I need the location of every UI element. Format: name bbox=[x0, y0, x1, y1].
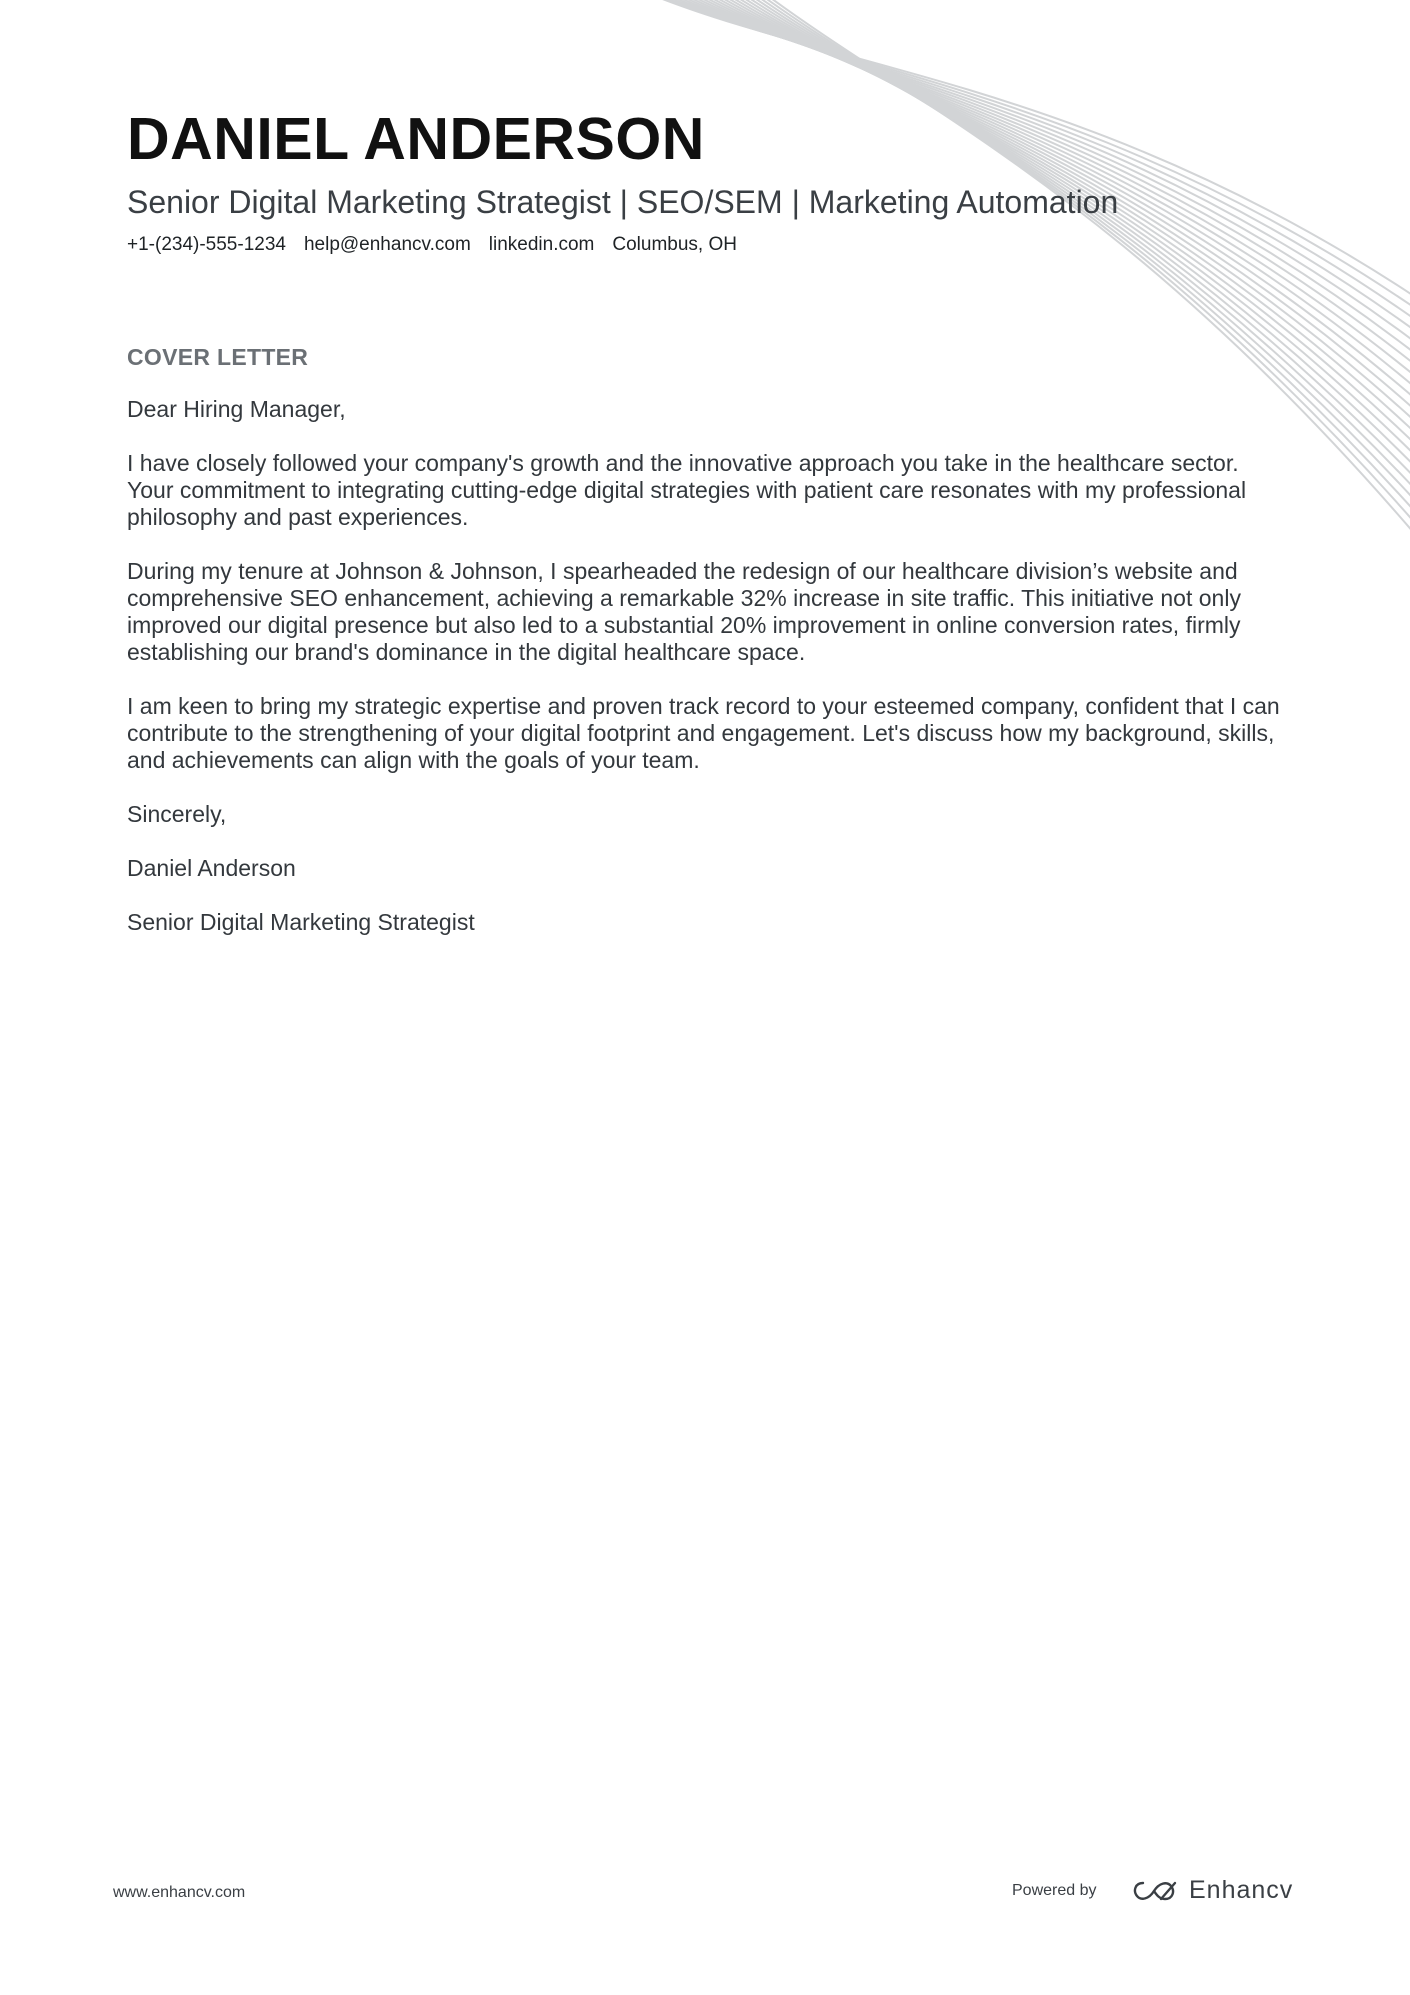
wave-line bbox=[640, 0, 1410, 300]
powered-by-label: Powered by bbox=[1012, 1882, 1097, 1899]
brand-logo[interactable] bbox=[1131, 1876, 1293, 1905]
wave-line bbox=[720, 0, 1410, 460]
contact-email[interactable]: help@enhancv.com bbox=[303, 234, 471, 255]
wave-line bbox=[651, 0, 1410, 323]
brand-name: Enhancv bbox=[1189, 1876, 1294, 1904]
letter-greeting: Dear Hiring Manager, bbox=[127, 396, 346, 422]
wave-line bbox=[663, 0, 1410, 346]
wave-line bbox=[669, 0, 1410, 357]
signature-title: Senior Digital Marketing Strategist bbox=[127, 909, 475, 935]
letter-paragraph: I have closely followed your company's growth and the innovative approach you take in the healthcare sector. Your commitment to integrating cutting-edge digital strategies with patient care resonates with my professional philosophy and past experiences. bbox=[127, 450, 1247, 530]
contact-phone[interactable]: +1-(234)-555-1234 bbox=[127, 234, 286, 255]
contact-location: Columbus, OH bbox=[612, 234, 737, 255]
letter-closing: Sincerely, bbox=[127, 801, 227, 827]
letter-body bbox=[127, 396, 1287, 963]
signature-name: Daniel Anderson bbox=[127, 855, 296, 881]
letter-paragraph: I am keen to bring my strategic expertise and proven track record to your esteemed company, confident that I can contribute to the strengthening of your digital footprint and engagement. Let's discuss how my background, skills, and achievements can align with the goals of your team. bbox=[127, 693, 1280, 773]
footer-website-link[interactable]: www.enhancv.com bbox=[113, 1884, 246, 1901]
wave-line bbox=[657, 0, 1410, 334]
candidate-name: DANIEL ANDERSON bbox=[127, 106, 705, 172]
wave-line bbox=[646, 0, 1410, 311]
contact-linkedin[interactable]: linkedin.com bbox=[488, 234, 595, 255]
wave-line bbox=[714, 0, 1410, 449]
letter-paragraph: During my tenure at Johnson & Johnson, I spearheaded the redesign of our healthcare division’s website and comprehensive SEO enhancement, achieving a remarkable 32% increase in site traffic. This initiative not only improved our digital presence but also led to a substantial 20% improvement in online conversion rates, firmly establishing our brand's dominance in the digital healthcare space. bbox=[127, 558, 1241, 665]
candidate-headline: Senior Digital Marketing Strategist | SEO/SEM | Marketing Automation bbox=[127, 184, 1119, 220]
contact-info bbox=[127, 234, 737, 256]
enhancv-logo-icon bbox=[1131, 1879, 1177, 1903]
section-title-cover-letter: COVER LETTER bbox=[127, 344, 309, 370]
